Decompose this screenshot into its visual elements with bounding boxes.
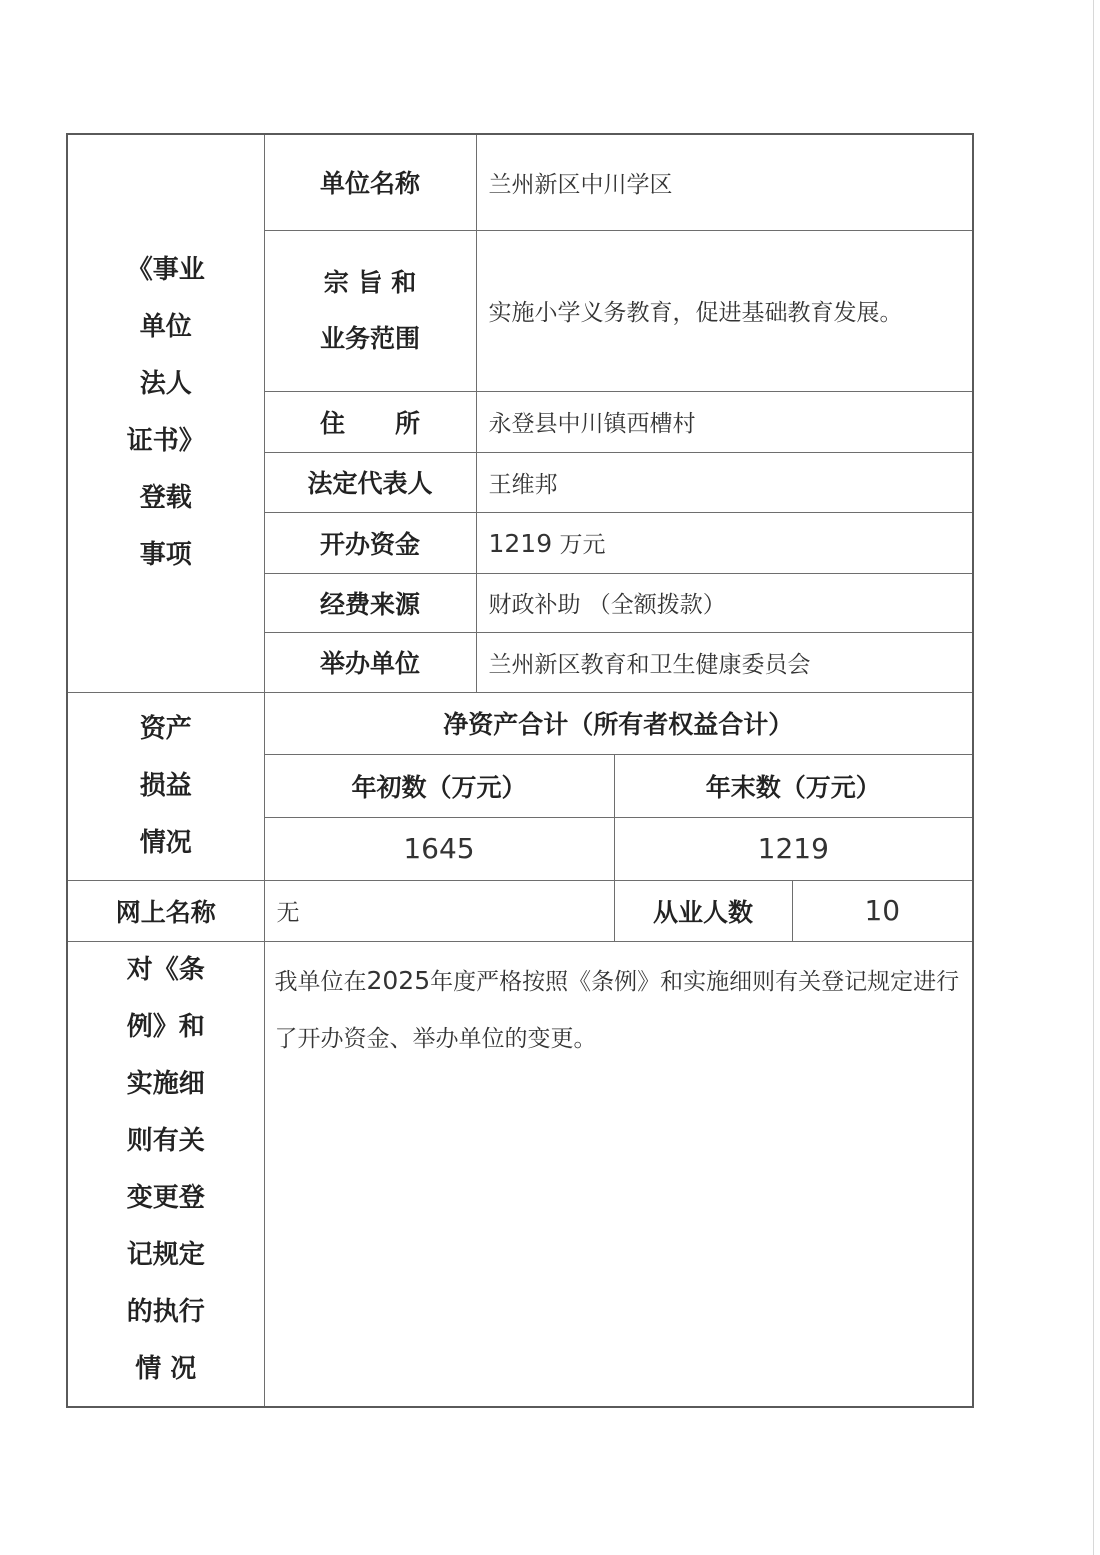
capital-unit: 万元 [559,532,606,558]
funding-source-label: 经费来源 [264,573,476,632]
online-name-value: 无 [264,880,614,941]
row-online-name [67,880,973,941]
online-name-label: 网上名称 [67,880,264,941]
assets-section-header: 资产 损益 情况 [67,692,264,880]
execution-text: 我单位在2025年度严格按照《条例》和实施细则有关登记规定进行了开办资金、举办单位的变更。 [274,965,960,1052]
begin-of-year-value: 1645 [264,817,614,880]
capital-value [476,512,973,573]
address-label: 住 所 [264,391,476,452]
unit-name-label: 单位名称 [264,134,476,230]
unit-name-value: 兰州新区中川学区 [476,134,973,230]
row-unit-name [67,134,973,230]
staff-count-label: 从业人数 [614,880,792,941]
registration-section-header: 《事业 单位 法人 证书》 登载 事项 [67,134,264,692]
page-edge-line [1093,0,1094,1555]
row-execution [67,941,973,1407]
legal-rep-label: 法定代表人 [264,452,476,512]
capital-label: 开办资金 [264,512,476,573]
funding-source-value: 财政补助 （全额拨款） [476,573,973,632]
end-of-year-value: 1219 [614,817,973,880]
registration-form-table [66,133,974,1408]
end-of-year-label: 年末数（万元） [614,754,973,817]
staff-count-value: 10 [792,880,973,941]
purpose-label: 宗 旨 和 业务范围 [264,230,476,391]
address-value: 永登县中川镇西槽村 [476,391,973,452]
net-assets-header: 净资产合计（所有者权益合计） [264,692,973,754]
row-assets-header [67,692,973,754]
begin-of-year-label: 年初数（万元） [264,754,614,817]
legal-rep-value: 王维邦 [476,452,973,512]
sponsor-value: 兰州新区教育和卫生健康委员会 [476,632,973,692]
purpose-value: 实施小学义务教育，促进基础教育发展。 [476,230,973,391]
capital-amount: 1219 [488,529,553,558]
sponsor-label: 举办单位 [264,632,476,692]
execution-year: 2025 [366,965,431,995]
execution-section-header: 对《条 例》和 实施细 则有关 变更登 记规定 的执行 情 况 [67,941,264,1407]
execution-content [264,941,973,1407]
